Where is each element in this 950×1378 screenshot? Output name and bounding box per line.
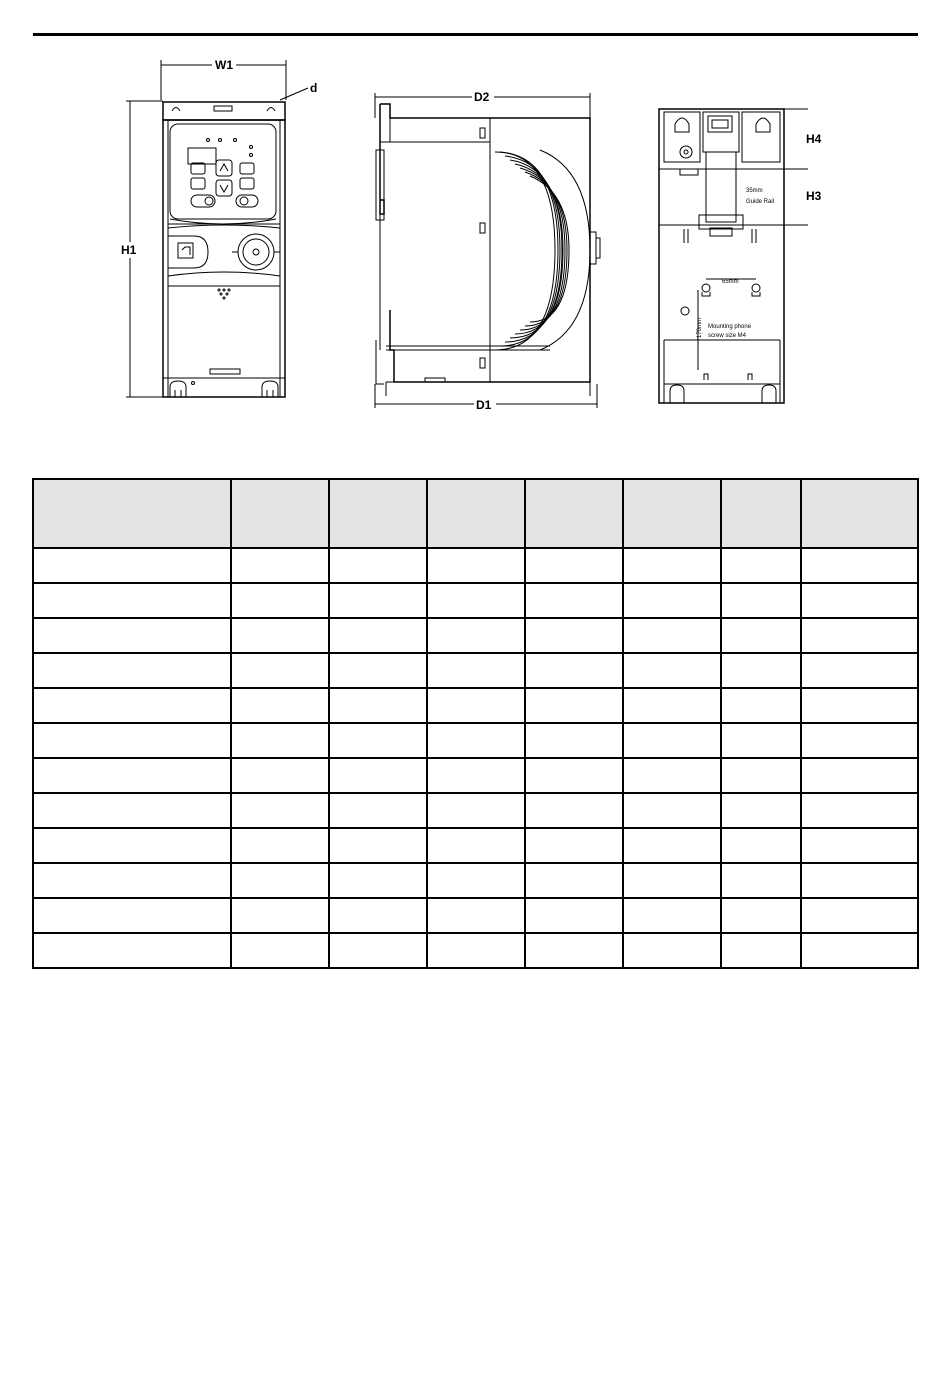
table-row — [33, 898, 918, 933]
table-cell — [801, 898, 918, 933]
table-cell — [427, 688, 525, 723]
h4-label: H4 — [806, 132, 822, 146]
header-cell — [427, 479, 525, 548]
table-cell — [329, 793, 427, 828]
table-cell — [427, 828, 525, 863]
table-cell — [623, 548, 721, 583]
rail-label-line1: 35mm — [746, 188, 763, 194]
table-cell — [231, 793, 329, 828]
d-label: d — [310, 81, 318, 95]
table-row — [33, 828, 918, 863]
table-cell — [427, 618, 525, 653]
table-cell — [525, 933, 623, 968]
table-cell — [231, 618, 329, 653]
table-cell — [623, 618, 721, 653]
table-cell — [525, 793, 623, 828]
table-cell — [33, 618, 231, 653]
table-cell — [623, 723, 721, 758]
table-cell — [33, 898, 231, 933]
table-cell — [721, 933, 801, 968]
table-cell — [33, 863, 231, 898]
table-cell — [721, 688, 801, 723]
h3-label: H3 — [806, 189, 822, 203]
table-cell — [329, 583, 427, 618]
table-cell — [329, 688, 427, 723]
table-cell — [525, 723, 623, 758]
rear-view — [659, 109, 808, 403]
table-row — [33, 793, 918, 828]
header-cell — [721, 479, 801, 548]
table-cell — [231, 758, 329, 793]
table-row — [33, 863, 918, 898]
dimension-table — [32, 478, 919, 969]
side-view — [375, 93, 600, 408]
header-cell — [231, 479, 329, 548]
table-cell — [801, 583, 918, 618]
table-cell — [623, 688, 721, 723]
table-cell — [231, 653, 329, 688]
table-cell — [623, 583, 721, 618]
table-cell — [231, 863, 329, 898]
table-cell — [623, 933, 721, 968]
table-cell — [33, 723, 231, 758]
table-cell — [525, 548, 623, 583]
table-cell — [623, 653, 721, 688]
table-cell — [427, 653, 525, 688]
table-cell — [231, 828, 329, 863]
table-cell — [801, 758, 918, 793]
table-row — [33, 723, 918, 758]
d1-label: D1 — [476, 398, 492, 412]
table-cell — [525, 583, 623, 618]
table-cell — [427, 898, 525, 933]
table-cell — [525, 898, 623, 933]
table-row — [33, 653, 918, 688]
table-cell — [231, 583, 329, 618]
table-cell — [525, 863, 623, 898]
table-cell — [427, 723, 525, 758]
table-cell — [525, 688, 623, 723]
table-cell — [721, 548, 801, 583]
table-cell — [801, 863, 918, 898]
table-cell — [623, 793, 721, 828]
mount-label-line1: Mounting phone — [708, 324, 752, 330]
table-cell — [721, 723, 801, 758]
header-cell — [33, 479, 231, 548]
table-cell — [329, 548, 427, 583]
dimension-drawing — [0, 0, 950, 440]
vertical-spacing-label: 170mm — [697, 317, 703, 338]
table-cell — [329, 933, 427, 968]
table-header-row — [33, 479, 918, 548]
table-cell — [801, 723, 918, 758]
table-body — [33, 548, 918, 968]
table-cell — [427, 933, 525, 968]
table-cell — [721, 758, 801, 793]
table-cell — [329, 618, 427, 653]
table-cell — [623, 863, 721, 898]
table-cell — [329, 758, 427, 793]
table-cell — [427, 548, 525, 583]
mount-label-line2: screw size M4 — [708, 333, 747, 339]
table-cell — [427, 863, 525, 898]
table-cell — [721, 863, 801, 898]
table-row — [33, 618, 918, 653]
table-row — [33, 688, 918, 723]
table-row — [33, 583, 918, 618]
table-cell — [329, 653, 427, 688]
table-cell — [33, 933, 231, 968]
table-cell — [231, 688, 329, 723]
table-cell — [427, 583, 525, 618]
table-cell — [231, 933, 329, 968]
table-cell — [231, 723, 329, 758]
table-cell — [721, 793, 801, 828]
table-cell — [721, 583, 801, 618]
table-cell — [329, 828, 427, 863]
table-cell — [525, 653, 623, 688]
table-cell — [721, 618, 801, 653]
table-cell — [427, 758, 525, 793]
header-cell — [623, 479, 721, 548]
table-row — [33, 548, 918, 583]
table-cell — [33, 653, 231, 688]
table-cell — [33, 828, 231, 863]
table-cell — [801, 548, 918, 583]
table-row — [33, 933, 918, 968]
front-view — [126, 60, 308, 397]
table-cell — [231, 548, 329, 583]
table-cell — [623, 828, 721, 863]
table-cell — [525, 758, 623, 793]
d2-label: D2 — [474, 90, 490, 104]
rail-label-line2: Guide Rail — [746, 199, 775, 205]
table-cell — [33, 758, 231, 793]
header-cell — [801, 479, 918, 548]
table-cell — [33, 688, 231, 723]
table-cell — [525, 828, 623, 863]
table-cell — [525, 618, 623, 653]
table-cell — [801, 618, 918, 653]
hole-spacing-label: 65mm — [722, 279, 739, 285]
table-cell — [721, 828, 801, 863]
header-cell — [525, 479, 623, 548]
header-cell — [329, 479, 427, 548]
table-cell — [721, 653, 801, 688]
table-cell — [801, 793, 918, 828]
table-cell — [623, 898, 721, 933]
table-cell — [329, 723, 427, 758]
table-cell — [801, 688, 918, 723]
table-cell — [329, 863, 427, 898]
table-cell — [801, 828, 918, 863]
table-cell — [231, 898, 329, 933]
table-cell — [33, 548, 231, 583]
table-cell — [33, 793, 231, 828]
table-cell — [721, 898, 801, 933]
table-cell — [33, 583, 231, 618]
table-cell — [801, 653, 918, 688]
table-row — [33, 758, 918, 793]
table-cell — [329, 898, 427, 933]
h1-label: H1 — [121, 243, 137, 257]
w1-label: W1 — [215, 58, 233, 72]
table-cell — [427, 793, 525, 828]
table-cell — [623, 758, 721, 793]
table-cell — [801, 933, 918, 968]
